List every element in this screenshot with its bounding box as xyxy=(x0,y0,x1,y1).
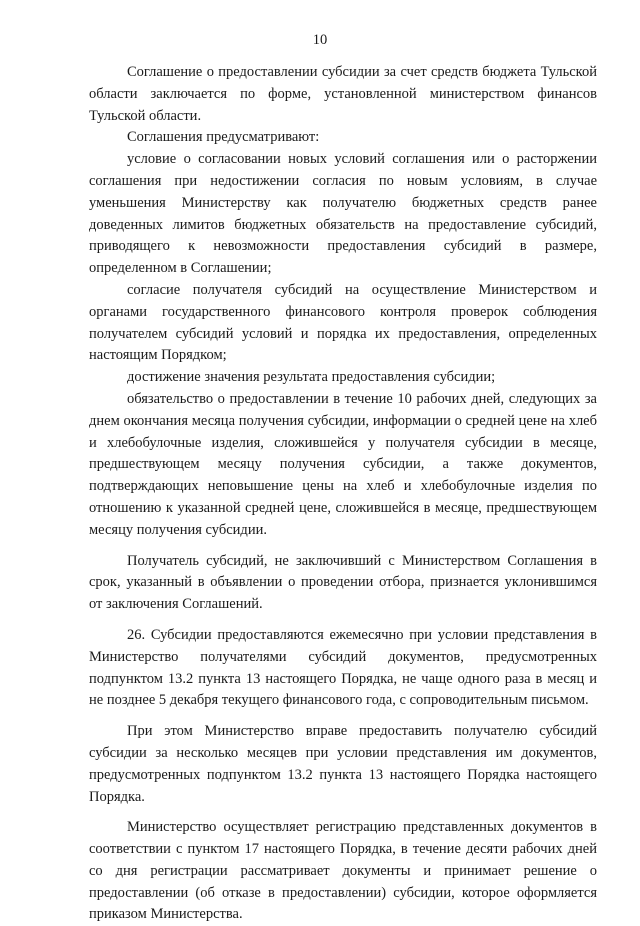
paragraph-condition-new-terms: условие о согласовании новых условий соглашения или о расторжении соглашения при недостижении согласия по новым условиям, в случае уменьшения Министерству как получателю бюджетных средств ранее доведенных лимитов бюджетных обязательств на предоставление субсидий, приводящего к невозможности предоставления субсидий в размере, определенном в Соглашении; xyxy=(89,151,597,277)
paragraph-several-months: При этом Министерство вправе предоставить получателю субсидий субсидии за несколько месяцев при условии представления им документов, предусмотренных подпунктом 13.2 пункта 13 настоящего Порядка настоящего Порядка. xyxy=(89,723,597,805)
page-number: 10 xyxy=(312,32,328,48)
paragraph-result-value: достижение значения результата предоставления субсидии; xyxy=(127,369,496,386)
document-body xyxy=(89,62,597,926)
paragraph-agreement-form: Соглашение о предоставлении субсидии за счет средств бюджета Тульской области заключается по форме, установленной министерством финансов Тульской области. xyxy=(89,64,597,124)
paragraph-registration: Министерство осуществляет регистрацию представленных документов в соответствии с пунктом 17 настоящего Порядка, в течение десяти рабочих дней со дня регистрации рассматривает документы и принимает решение о предоставлении (об отказе в предоставлении) субсидии, которое оформляется приказом Министерства. xyxy=(89,819,597,923)
paragraph-consent-inspections: согласие получателя субсидий на осуществление Министерством и органами государственного финансового контроля проверок соблюдения получателем субсидий условий и порядка их предоставления, определенных настоящим Порядком; xyxy=(89,281,597,364)
paragraph-agreements-provide: Соглашения предусматривают: xyxy=(127,129,320,146)
paragraph-item-26: 26. Субсидии предоставляются ежемесячно при условии представления в Министерство получателями субсидий документов, предусмотренных подпунктом 13.2 пункта 13 настоящего Порядка, не чаще одного раза в месяц и не позднее 5 декабря текущего финансового года, с сопроводительным письмом. xyxy=(89,626,597,709)
paragraph-recipient-refusal: Получатель субсидий, не заключивший с Министерством Соглашения в срок, указанный в объявлении о проведении отбора, признается уклонившимся от заключения Соглашений. xyxy=(89,552,597,613)
paragraph-obligation-price-info: обязательство о предоставлении в течение 10 рабочих дней, следующих за днем окончания месяца получения субсидии, информации о средней цене на хлеб и хлебобулочные изделия, сложившейся у получателя субсидии в месяце, предшествующем месяцу получения субсидии, а также документов, подтверждающих неповышение цены на хлеб и хлебобулочные изделия по отношению к указанной средней цене, сложившейся в месяце, предшествующем месяцу получения субсидии. xyxy=(89,390,597,538)
